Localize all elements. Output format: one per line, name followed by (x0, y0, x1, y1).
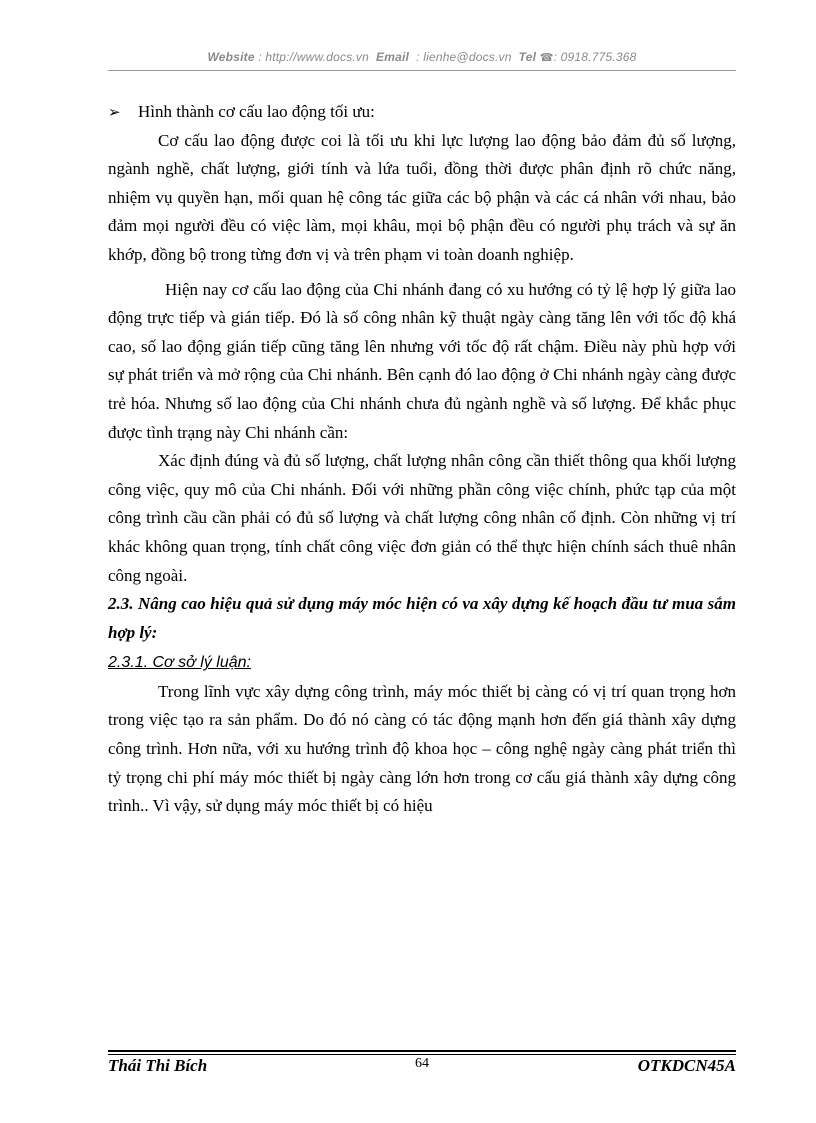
tel-label: Tel (518, 50, 537, 64)
bullet-title: Hình thành cơ cấu lao động tối ưu: (138, 102, 375, 121)
footer-divider-thin (108, 1054, 736, 1055)
website-label: Website (207, 50, 255, 64)
paragraph-3: Xác định đúng và đủ số lượng, chất lượng nhân công cần thiết thông qua khối lượng công việc, quy mô của Chi nhánh. Đối với những phần công việc chính, phức tạp của một công trình cầu cần phải có đủ số lượng và chất lượng công nhân cố định. Còn những vị trí khác không quan trọng, tính chất công việc đơn giản có thể thực hiện chính sách thuê nhân công ngoài. (108, 451, 736, 585)
website-value: : http://www.docs.vn (258, 50, 369, 64)
footer-author: Thái Thi Bích (108, 1056, 208, 1075)
page-footer (108, 1056, 736, 1080)
paragraph-1: Cơ cấu lao động được coi là tối ưu khi lực lượng lao động bảo đảm đủ số lượng, ngành nghề, chất lượng, giới tính và lứa tuổi, đồng thời được phân định rõ chức năng, nhiệm vụ quyền hạn, mối quan hệ công tác giữa các bộ phận và các cá nhân với nhau, bảo đảm mọi người đều có việc làm, mọi khâu, mọi bộ phận đều có người phụ trách và sự ăn khớp, đồng bộ trong từng đơn vị và trên phạm vi toàn doanh nghiệp. (108, 130, 736, 264)
bullet-item (108, 98, 736, 127)
paragraph-2: Hiện nay cơ cấu lao động của Chi nhánh đang có xu hướng có tỷ lệ hợp lý giữa lao động trực tiếp và gián tiếp. Đó là số công nhân kỹ thuật ngày càng tăng lên với tốc độ khá cao, số lao động gián tiếp cũng tăng lên nhưng với tốc độ rất chậm. Điều này phù hợp với sự phát triển và mở rộng của Chi nhánh. Bên cạnh đó lao động ở Chi nhánh ngày càng được trẻ hóa. Nhưng số lao động của Chi nhánh chưa đủ ngành nghề và số lượng. Để khắc phục được tình trạng này Chi nhánh cần: (108, 279, 736, 442)
email-value: : lienhe@docs.vn (416, 50, 512, 64)
header-divider (108, 70, 736, 71)
tel-value: : 0918.775.368 (553, 50, 637, 64)
subsection-heading: 2.3.1. Cơ sở lý luận: (108, 654, 251, 672)
arrow-bullet-icon: ➢ (108, 103, 121, 121)
footer-code: OTKDCN45A (637, 1056, 736, 1075)
section-heading: 2.3. Nâng cao hiệu quả sử dụng máy móc hiện có va xây dựng kế hoạch đầu tư mua sắm hợp lý: (108, 594, 736, 642)
paragraph-4: Trong lĩnh vực xây dựng công trình, máy móc thiết bị càng có vị trí quan trọng hơn trong việc tạo ra sản phẩm. Do đó nó càng có tác động mạnh hơn đến giá thành xây dựng công trình. Hơn nữa, với xu hướng trình độ khoa học – công nghệ ngày càng phát triển thì tỷ trọng chi phí máy móc thiết bị ngày càng lớn hơn trong cơ cấu giá thành xây dựng công trình.. Vì vậy, sử dụng máy móc thiết bị có hiệu (108, 681, 736, 816)
footer-divider-thick (108, 1050, 736, 1052)
page-number: 64 (415, 1056, 429, 1071)
page-header (108, 50, 736, 64)
document-body (108, 98, 736, 821)
email-label: Email (376, 50, 410, 64)
phone-icon: ☎ (539, 52, 554, 64)
